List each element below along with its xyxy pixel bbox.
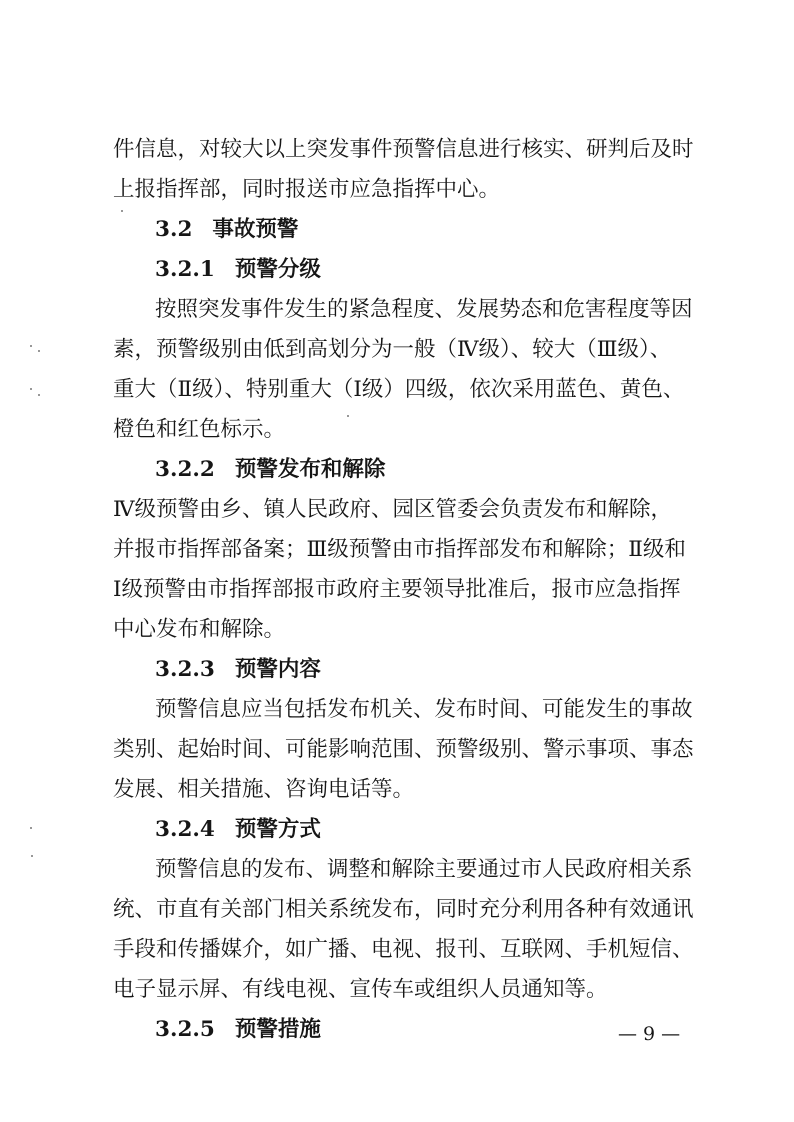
section-heading-3-2-2 xyxy=(0,456,794,484)
section-number: 3.2.4 xyxy=(155,817,215,842)
body-line: 重大（Ⅱ级）、特别重大（Ⅰ级）四级，依次采用蓝色、黄色、 xyxy=(113,377,685,402)
section-heading-3-2-1 xyxy=(0,256,794,284)
body-line: 统、市直有关部门相关系统发布，同时充分利用各种有效通讯 xyxy=(113,897,694,922)
scan-speck xyxy=(30,827,32,829)
body-line: 手段和传播媒介，如广播、电视、报刊、互联网、手机短信、 xyxy=(113,937,694,962)
section-number: 3.2 xyxy=(155,217,193,242)
body-line: 件信息，对较大以上突发事件预警信息进行核实、研判后及时 xyxy=(113,137,694,162)
section-title: 事故预警 xyxy=(212,217,299,242)
body-line: Ⅳ级预警由乡、镇人民政府、园区管委会负责发布和解除， xyxy=(113,497,672,522)
body-line: 预警信息应当包括发布机关、发布时间、可能发生的事故 xyxy=(155,697,693,722)
body-line: 上报指挥部，同时报送市应急指挥中心。 xyxy=(113,177,501,202)
section-title: 预警内容 xyxy=(234,657,321,682)
section-heading-3-2-4 xyxy=(0,816,794,844)
section-title: 预警措施 xyxy=(234,1017,321,1042)
scan-speck xyxy=(38,350,40,352)
scan-speck xyxy=(38,394,40,396)
body-line: 橙色和红色标示。 xyxy=(113,417,286,442)
body-line: Ⅰ级预警由市指挥部报市政府主要领导批准后，报市应急指挥 xyxy=(113,577,681,602)
section-number: 3.2.1 xyxy=(155,257,215,282)
body-line: 电子显示屏、有线电视、宣传车或组织人员通知等。 xyxy=(113,977,608,1002)
section-number: 3.2.2 xyxy=(155,457,215,482)
section-title: 预警方式 xyxy=(234,817,321,842)
scan-speck xyxy=(30,388,32,390)
body-line: 按照突发事件发生的紧急程度、发展势态和危害程度等因 xyxy=(155,297,693,322)
body-line: 发展、相关措施、咨询电话等。 xyxy=(113,777,415,802)
scan-speck xyxy=(347,415,349,417)
body-line: 预警信息的发布、调整和解除主要通过市人民政府相关系 xyxy=(155,857,693,882)
section-heading-3-2 xyxy=(0,216,794,244)
section-number: 3.2.5 xyxy=(155,1017,215,1042)
body-line: 素，预警级别由低到高划分为一般（Ⅳ级）、较大（Ⅲ级）、 xyxy=(113,337,672,362)
scan-speck xyxy=(30,345,32,347)
section-heading-3-2-3 xyxy=(0,656,794,684)
scan-speck xyxy=(31,855,33,857)
section-title: 预警发布和解除 xyxy=(234,457,386,482)
section-title: 预警分级 xyxy=(234,257,321,282)
body-line: 并报市指挥部备案；Ⅲ级预警由市指挥部发布和解除；Ⅱ级和 xyxy=(113,537,686,562)
page-number: — 9 — xyxy=(618,1023,681,1045)
body-line: 类别、起始时间、可能影响范围、预警级别、警示事项、事态 xyxy=(113,737,694,762)
scan-speck xyxy=(121,210,123,212)
section-number: 3.2.3 xyxy=(155,657,215,682)
body-line: 中心发布和解除。 xyxy=(113,617,286,642)
